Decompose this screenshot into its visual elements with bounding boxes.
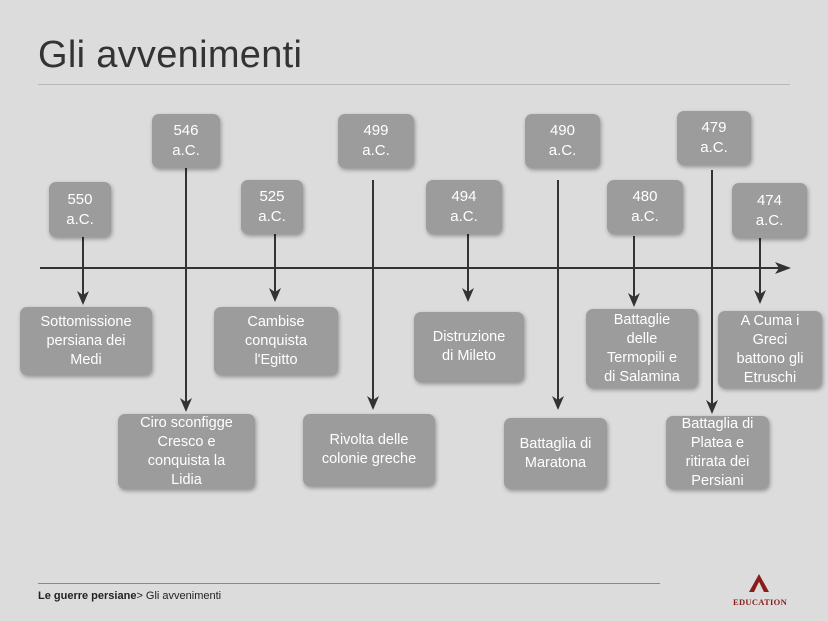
event-box-termopili-salamina: Battaglie delle Termopili e di Salamina (586, 309, 698, 388)
event-box-cuma: A Cuma i Greci battono gli Etruschi (718, 311, 822, 388)
event-box-egitto: Cambise conquista l'Egitto (214, 307, 338, 375)
event-box-rivolta: Rivolta delle colonie greche (303, 414, 435, 486)
event-box-medi: Sottomissione persiana dei Medi (20, 307, 152, 375)
year-box-494: 494 a.C. (426, 180, 502, 234)
breadcrumb (38, 590, 221, 602)
logo-text: EDUCATION (733, 597, 788, 607)
page-title: Gli avvenimenti (38, 34, 303, 76)
year-box-480: 480 a.C. (607, 180, 683, 234)
event-box-maratona: Battaglia di Maratona (504, 418, 607, 489)
footer-divider (38, 583, 660, 584)
year-box-490: 490 a.C. (525, 114, 600, 168)
year-box-525: 525 a.C. (241, 180, 303, 234)
breadcrumb-section[interactable]: Le guerre persiane (38, 590, 137, 602)
year-box-546: 546 a.C. (152, 114, 220, 168)
publisher-logo (733, 574, 788, 607)
breadcrumb-page: Gli avvenimenti (145, 590, 222, 602)
year-box-474: 474 a.C. (732, 183, 807, 238)
event-box-platea: Battaglia di Platea e ritirata dei Persiani (666, 416, 769, 489)
event-box-mileto: Distruzione di Mileto (414, 312, 524, 382)
publisher-a-logo-icon (748, 574, 770, 592)
event-box-lidia: Ciro sconfigge Cresco e conquista la Lidia (118, 414, 255, 489)
year-box-550: 550 a.C. (49, 182, 111, 237)
year-box-499: 499 a.C. (338, 114, 414, 168)
breadcrumb-separator: > (136, 590, 146, 602)
year-box-479: 479 a.C. (677, 111, 751, 165)
